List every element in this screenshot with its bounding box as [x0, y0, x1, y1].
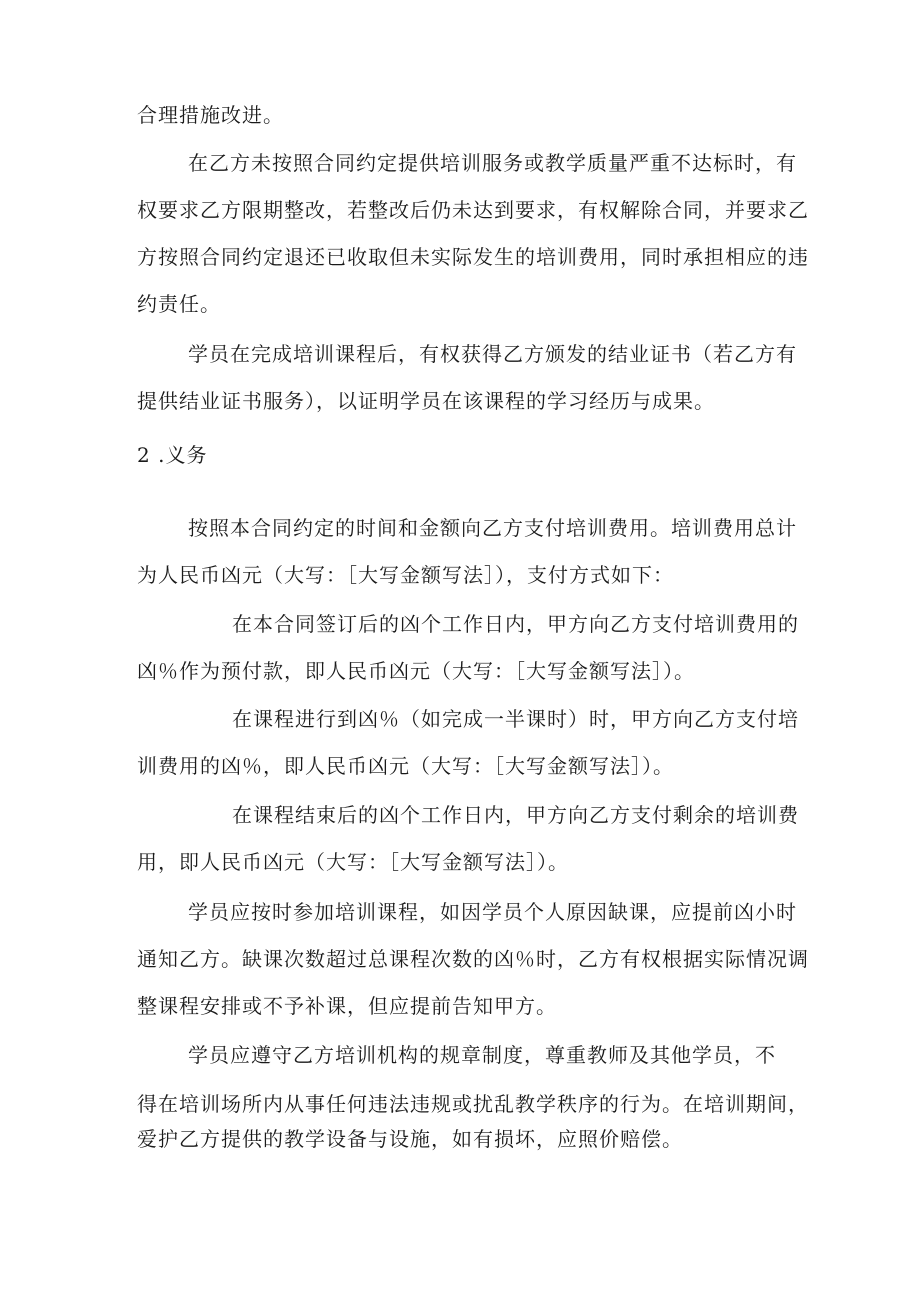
text-line: 得在培训场所内从事任何违法违规或扰乱教学秩序的行为。在培训期间， — [137, 1092, 809, 1116]
text-line: 学员应按时参加培训课程，如因学员个人原因缺课，应提前凶小时 — [188, 900, 797, 924]
text-line: 训费用的凶％，即人民币凶元（大写：［大写金额写法］）。 — [137, 754, 674, 778]
text-line: 约责任。 — [137, 292, 221, 316]
text-line: 为人民币凶元（大写：［大写金额写法］），支付方式如下： — [137, 563, 674, 587]
text-line: 提供结业证书服务），以证明学员在该课程的学习经历与成果。 — [137, 389, 715, 413]
text-line: 学员应遵守乙方培训机构的规章制度，尊重教师及其他学员，不 — [188, 1043, 776, 1067]
section-heading: 2 .义务 — [137, 443, 208, 467]
text-line: 在课程进行到凶％（如完成一半课时）时，甲方向乙方支付培 — [232, 707, 799, 731]
text-line: 合理措施改进。 — [137, 103, 284, 127]
text-line: 通知乙方。缺课次数超过总课程次数的凶％时，乙方有权根据实际情况调 — [137, 947, 809, 971]
text-line: 整课程安排或不予补课，但应提前告知甲方。 — [137, 994, 557, 1018]
text-line: 按照本合同约定的时间和金额向乙方支付培训费用。培训费用总计 — [188, 516, 797, 540]
text-line: 在课程结束后的凶个工作日内，甲方向乙方支付剩余的培训费 — [232, 803, 799, 827]
text-line: 在本合同签订后的凶个工作日内，甲方向乙方支付培训费用的 — [232, 612, 799, 636]
text-line: 方按照合同约定退还已收取但未实际发生的培训费用，同时承担相应的违 — [137, 245, 809, 269]
text-line: 在乙方未按照合同约定提供培训服务或教学质量严重不达标时，有 — [188, 151, 797, 175]
text-line: 权要求乙方限期整改，若整改后仍未达到要求，有权解除合同，并要求乙 — [137, 198, 809, 222]
text-line: 凶％作为预付款，即人民币凶元（大写：［大写金额写法］）。 — [137, 659, 695, 683]
text-line: 用，即人民币凶元（大写：［大写金额写法］）。 — [137, 850, 569, 874]
text-line: 爱护乙方提供的教学设备与设施，如有损坏，应照价赔偿。 — [137, 1127, 683, 1151]
text-line: 学员在完成培训课程后，有权获得乙方颁发的结业证书（若乙方有 — [188, 342, 797, 366]
